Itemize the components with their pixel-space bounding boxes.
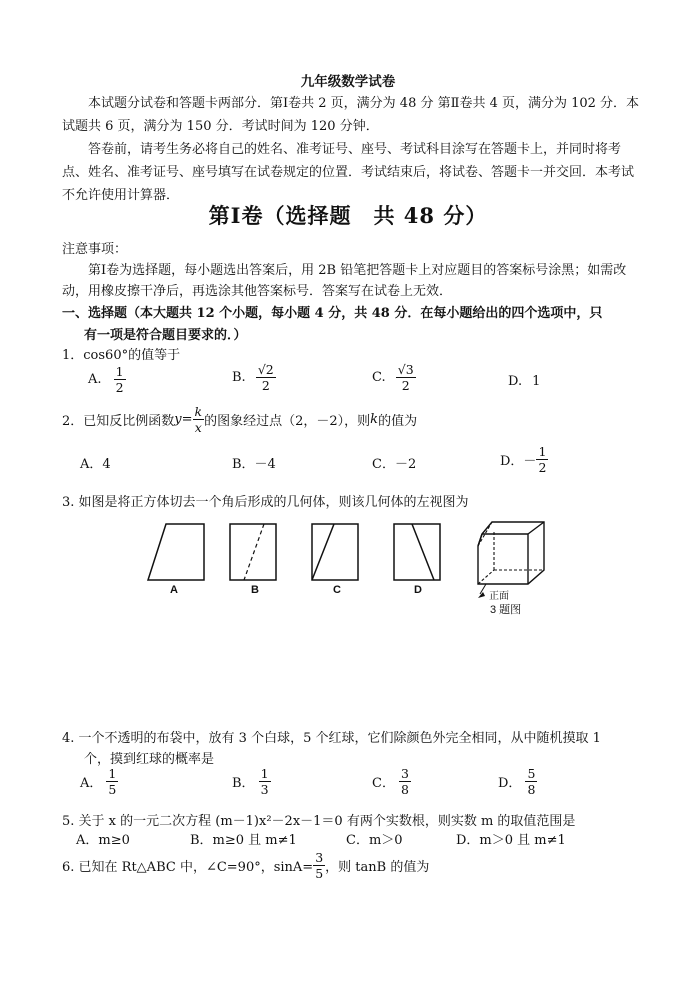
q5-option-d: D．m＞0 且 m≠1: [456, 833, 566, 848]
part-one-heading: 一、选择题（本大题共 12 个小题，每小题 4 分，共 48 分．在每小题给出的四个选项中，只: [62, 306, 603, 321]
part-one-heading-cont: 有一项是符合题目要求的．）: [84, 328, 247, 343]
q3-figure-caption: 3 题图: [490, 604, 522, 616]
notice-text: 第Ⅰ卷为选择题，每小题选出答案后，用 2B 铅笔把答题卡上对应题目的答案标号涂黑；如需改动，用橡皮擦干净后，再选涂其他答案标号．答案写在试卷上无效．: [62, 263, 627, 299]
q5-option-c: C．m＞0: [346, 833, 403, 848]
q3-figure-c: [312, 524, 358, 580]
q2-option-c: C．－2: [372, 457, 417, 472]
q3-cube-figure: [478, 522, 544, 598]
intro-paragraph-2: 答卷前，请考生务必将自己的姓名、准考证号、座号、考试科目涂写在答题卡上，并同时将考点、姓名、准考证号、座号填写在试卷规定的位置．考试结束后，将试卷、答题卡一并交回．本考试不允许使用计算器．: [62, 142, 635, 203]
q4-stem: 4. 一个不透明的布袋中，放有 3 个白球，5 个红球，它们除颜色外完全相同，从中随机摸取 1: [62, 731, 601, 746]
q3-figure-a: [148, 524, 204, 580]
q2-option-d: D．－ $\frac{1}{2}$: [500, 444, 547, 475]
q6-stem: 6. 已知在 Rt△ABC 中，∠C=90°，sinA= $\frac{3}{5}$ ，则 tanB 的值为: [62, 850, 430, 881]
q5-stem: 5. 关于 x 的一元二次方程 (m－1)x²－2x－1＝0 有两个实数根，则实数 m 的取值范围是: [62, 814, 576, 829]
q1-option-c: C. $\frac{√3}{2}$: [372, 362, 414, 393]
q3-label-d: D: [414, 584, 422, 596]
q1-option-b: B. $\frac{√2}{2}$: [232, 362, 274, 393]
q3-label-c: C: [333, 584, 341, 596]
q4-option-a: A． $\frac{1}{5}$: [80, 766, 117, 797]
exam-title: 九年级数学试卷: [300, 74, 396, 90]
section-title: 第Ⅰ卷（选择题 共 48 分）: [208, 203, 488, 228]
q1-option-d: D. 1: [508, 374, 541, 389]
q5-option-b: B．m≥0 且 m≠1: [190, 833, 297, 848]
q2-stem: 2．已知反比例函数y= $\frac{k}{x}$ 的图象经过点（2，－2），则k的值为: [62, 404, 418, 435]
notice-label: 注意事项：: [62, 242, 128, 257]
q3-figure-b: [230, 524, 276, 580]
q4-option-d: D． $\frac{5}{8}$: [498, 766, 536, 797]
q3-stem: 3. 如图是将正方体切去一个角后形成的几何体，则该几何体的左视图为: [62, 495, 469, 510]
q3-label-a: A: [170, 584, 178, 596]
q3-figure-d: [394, 524, 440, 580]
q2-option-b: B．－4: [232, 457, 276, 472]
q4-option-b: B． $\frac{1}{3}$: [232, 766, 269, 797]
intro-paragraph-1: 本试题分试卷和答题卡两部分．第Ⅰ卷共 2 页，满分为 48 分 第Ⅱ卷共 4 页，满分为 102 分．本试题共 6 页，满分为 150 分．考试时间为 120 分钟．: [62, 96, 640, 134]
q2-option-a: A．4: [80, 457, 111, 472]
q4-option-c: C． $\frac{3}{8}$: [372, 766, 409, 797]
q1-stem: 1．cos60°的值等于: [62, 348, 181, 363]
q5-option-a: A．m≥0: [76, 833, 130, 848]
q1-option-a: A. $\frac{1}{2}$: [88, 364, 124, 395]
q4-stem-cont: 个，摸到红球的概率是: [84, 752, 215, 767]
q3-label-b: B: [251, 584, 259, 596]
q3-front-label: 正面: [489, 591, 509, 602]
